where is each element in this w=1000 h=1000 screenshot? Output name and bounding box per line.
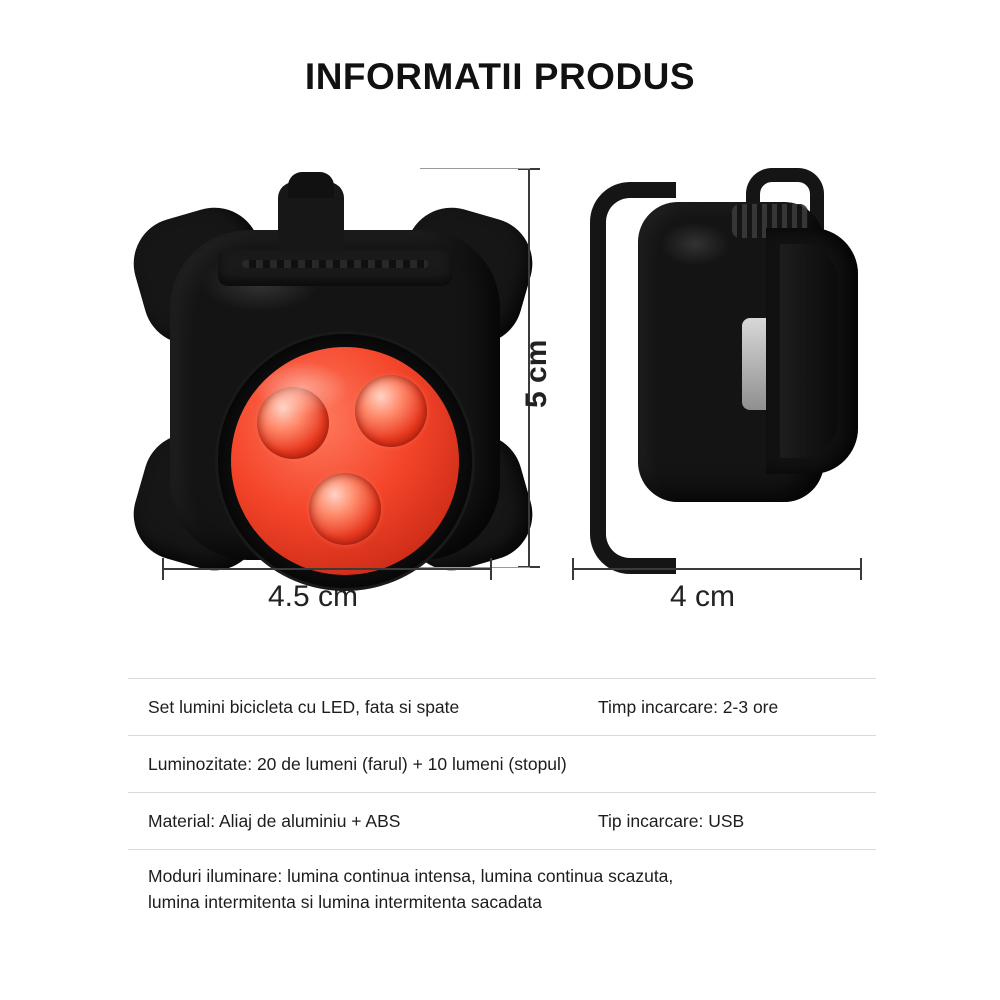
lens-ring [218, 334, 472, 588]
led-bottom [309, 473, 381, 545]
spec-brightness: Luminozitate: 20 de lumeni (farul) + 10 lumeni (stopul) [148, 753, 567, 774]
front-clip [278, 182, 344, 252]
spec-material: Material: Aliaj de aluminiu + ABS [148, 810, 401, 831]
height-guide-top [420, 168, 530, 169]
led-right [355, 375, 427, 447]
height-dim-label: 5 cm [520, 339, 553, 408]
spec-modes-line-2: lumina intermitenta si lumina intermitenta sacadata [148, 892, 542, 912]
spec-row [128, 850, 876, 928]
page-title: INFORMATII PRODUS [304, 56, 696, 97]
side-width-dim-label: 4 cm [670, 580, 736, 613]
spec-modes-line-1: Moduri iluminare: lumina continua intensa, lumina continua scazuta, [148, 865, 674, 886]
red-lens [231, 347, 459, 575]
side-width-dim-line [572, 568, 862, 570]
product-illustration [120, 140, 890, 640]
bike-light-front-view [160, 170, 510, 590]
front-strap-bar [218, 250, 452, 286]
side-width-tick-left [572, 558, 574, 580]
side-lens-stack [766, 228, 858, 474]
front-width-tick-left [162, 558, 164, 580]
front-width-dim-line [162, 568, 492, 570]
spec-modes [128, 863, 876, 916]
spec-row [128, 736, 876, 793]
side-width-tick-right [860, 558, 862, 580]
specs-table [128, 678, 876, 928]
spec-row [128, 678, 876, 736]
bike-light-side-view [560, 168, 860, 568]
front-width-tick-right [490, 558, 492, 580]
spec-charging-time: Timp incarcare: 2-3 ore [598, 696, 779, 717]
spec-charging-type: Tip incarcare: USB [598, 810, 745, 831]
front-width-dim-label: 4.5 cm [268, 580, 359, 613]
lens-glare [253, 361, 349, 415]
spec-row [128, 793, 876, 850]
spec-product-name: Set lumini bicicleta cu LED, fata si spate [148, 696, 460, 717]
